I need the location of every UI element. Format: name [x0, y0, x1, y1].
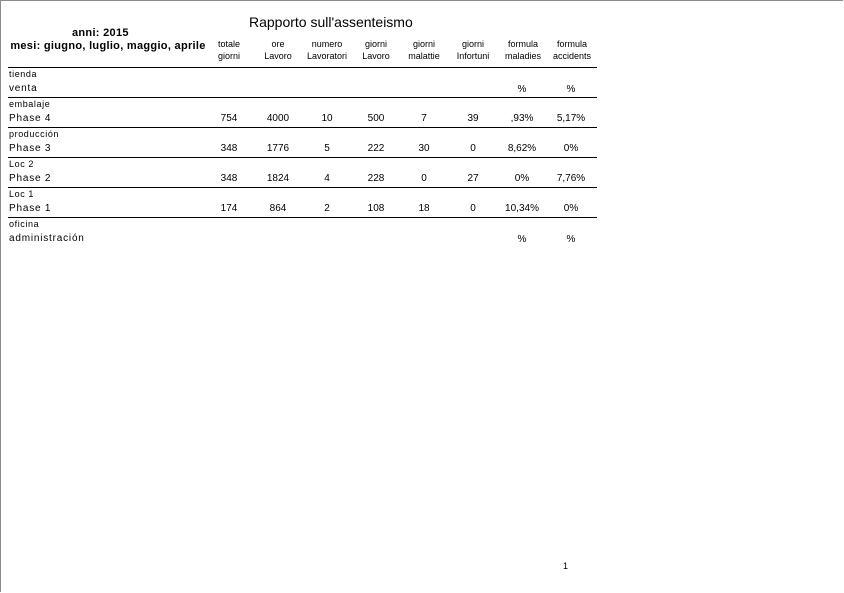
- row-label: Phase 4: [9, 113, 52, 124]
- cell-ore-lavoro: 864: [269, 203, 287, 214]
- cell-formula-accidents: 5,17%: [556, 113, 586, 124]
- col-header-line: formula: [507, 39, 538, 49]
- cell-giorni-malattie: 0: [421, 173, 427, 184]
- col-header-line: numero: [311, 39, 343, 49]
- cell-formula-maladies: %: [517, 234, 527, 245]
- col-header-line: totale: [217, 39, 241, 49]
- cell-formula-accidents: 0%: [563, 203, 579, 214]
- cell-ore-lavoro: 1824: [266, 173, 290, 184]
- cell-numero-lavoratori: 4: [324, 173, 330, 184]
- group-label: Loc 1: [9, 189, 35, 199]
- col-header-totale-giorni: [213, 38, 245, 62]
- group-label: embalaje: [9, 99, 51, 109]
- cell-giorni-malattie: 7: [421, 113, 427, 124]
- cell-formula-maladies: 10,34%: [505, 203, 539, 214]
- col-header-line: giorni: [412, 39, 435, 49]
- col-header-giorni-malattie: [402, 38, 446, 62]
- col-header-line: Lavoro: [362, 51, 390, 61]
- row-divider: [8, 217, 597, 218]
- col-header-line: giorni: [364, 39, 387, 49]
- cell-totale-giorni: 754: [220, 113, 238, 124]
- cell-giorni-infortuni: 0: [470, 203, 476, 214]
- row-label: Phase 1: [9, 203, 52, 214]
- col-header-line: accidents: [552, 51, 592, 61]
- header-divider: [8, 67, 597, 68]
- cell-giorni-malattie: 18: [418, 203, 430, 214]
- months-label: mesi: giugno, luglio, maggio, aprile: [10, 40, 206, 52]
- col-header-line: malattie: [408, 51, 440, 61]
- group-label: tienda: [9, 69, 38, 79]
- cell-totale-giorni: 348: [220, 143, 238, 154]
- report-title: Rapporto sull'assenteismo: [249, 14, 413, 30]
- row-divider: [8, 157, 597, 158]
- page-number: 1: [563, 561, 569, 571]
- group-label: Loc 2: [9, 159, 35, 169]
- col-header-line: maladies: [504, 51, 542, 61]
- cell-formula-maladies: 0%: [514, 173, 530, 184]
- cell-numero-lavoratori: 2: [324, 203, 330, 214]
- col-header-giorni-lavoro: [358, 38, 394, 62]
- cell-formula-accidents: 0%: [563, 143, 579, 154]
- cell-ore-lavoro: 4000: [266, 113, 290, 124]
- row-label: Phase 3: [9, 143, 52, 154]
- col-header-line: Lavoro: [264, 51, 292, 61]
- group-label: oficina: [9, 219, 40, 229]
- cell-formula-maladies: ,93%: [510, 113, 534, 124]
- cell-formula-maladies: %: [517, 84, 527, 95]
- cell-giorni-malattie: 30: [418, 143, 430, 154]
- years-label: anni: 2015: [72, 27, 129, 39]
- cell-numero-lavoratori: 5: [324, 143, 330, 154]
- row-divider: [8, 97, 597, 98]
- col-header-formula-accidents: [548, 38, 596, 62]
- cell-giorni-lavoro: 108: [367, 203, 385, 214]
- cell-totale-giorni: 348: [220, 173, 238, 184]
- cell-formula-maladies: 8,62%: [507, 143, 537, 154]
- cell-formula-accidents: %: [566, 84, 576, 95]
- col-header-giorni-infortuni: [450, 38, 496, 62]
- col-header-ore-lavoro: [260, 38, 296, 62]
- cell-numero-lavoratori: 10: [321, 113, 333, 124]
- row-divider: [8, 187, 597, 188]
- cell-formula-accidents: %: [566, 234, 576, 245]
- col-header-line: ore: [271, 39, 285, 49]
- col-header-formula-maladies: [499, 38, 547, 62]
- cell-giorni-lavoro: 500: [367, 113, 385, 124]
- col-header-line: formula: [556, 39, 587, 49]
- cell-giorni-lavoro: 228: [367, 173, 385, 184]
- cell-formula-accidents: 7,76%: [556, 173, 586, 184]
- cell-ore-lavoro: 1776: [266, 143, 290, 154]
- col-header-line: giorni: [217, 51, 240, 61]
- row-label: administración: [9, 233, 85, 244]
- group-label: producción: [9, 129, 60, 139]
- cell-totale-giorni: 174: [220, 203, 238, 214]
- cell-giorni-lavoro: 222: [367, 143, 385, 154]
- row-divider: [8, 127, 597, 128]
- row-label: Phase 2: [9, 173, 52, 184]
- cell-giorni-infortuni: 39: [467, 113, 479, 124]
- col-header-numero-lavoratori: [301, 38, 353, 62]
- col-header-line: Infortuni: [456, 51, 490, 61]
- cell-giorni-infortuni: 27: [467, 173, 479, 184]
- row-label: venta: [9, 83, 38, 94]
- cell-giorni-infortuni: 0: [470, 143, 476, 154]
- col-header-line: Lavoratori: [306, 51, 348, 61]
- col-header-line: giorni: [461, 39, 484, 49]
